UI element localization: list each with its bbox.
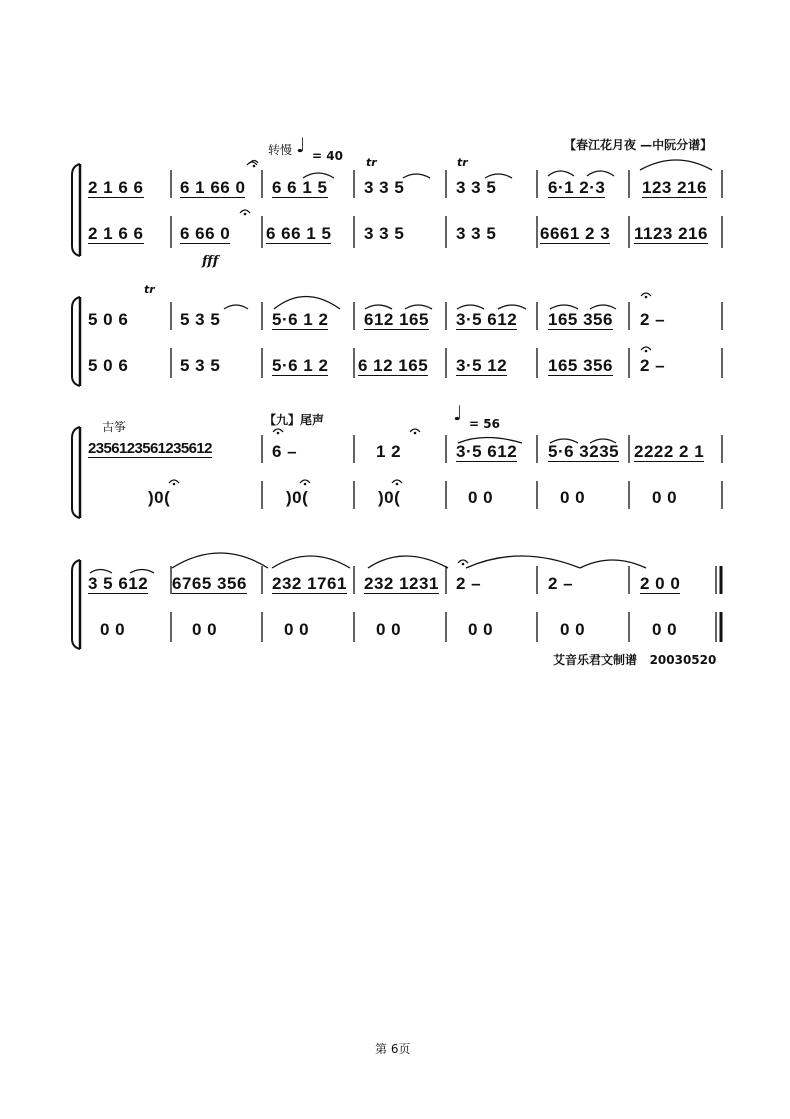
measure: 3 3 5 [456, 178, 497, 197]
measure: 5 3 5 [180, 310, 221, 329]
quarter-note-icon: ♩ [296, 133, 306, 157]
measure: 5 3 5 [180, 356, 221, 375]
measure: 0 0 [284, 620, 310, 639]
measure: 2 – [548, 574, 574, 593]
measure: 5·6 1 2 [272, 310, 329, 329]
measure: 2 – [456, 574, 482, 593]
measure: 6·1 2·3 [548, 178, 606, 197]
measure: 6 12 165 [358, 356, 429, 375]
measure: )0( [286, 488, 309, 507]
page-number: 第 6页 [375, 1042, 411, 1056]
measure: 2356123561235612 [88, 440, 212, 457]
measure: 3 5 612 [88, 574, 149, 593]
measure: 6 1 66 0 [180, 178, 246, 197]
tempo-change-text: 转慢 [268, 143, 293, 157]
measure: 0 0 [652, 620, 678, 639]
measure: 0 0 [560, 620, 586, 639]
measure: 0 0 [100, 620, 126, 639]
measure: 2 1 6 6 [88, 224, 144, 243]
measure: 165 356 [548, 310, 613, 329]
measure: 0 0 [192, 620, 218, 639]
date-text: 20030520 [649, 653, 717, 667]
credit-text: 艾音乐君文制谱 20030520 [553, 653, 717, 667]
section-label: 【九】尾声 [264, 413, 325, 427]
quarter-note-icon: ♩ [453, 401, 463, 425]
measure: 2 – [640, 356, 666, 375]
measure: 1123 216 [634, 224, 708, 243]
measure: 1 2 [376, 442, 402, 461]
measure: 2 1 6 6 [88, 178, 144, 197]
measure: 6 6 1 5 [272, 178, 328, 197]
measure: 123 216 [642, 178, 707, 197]
measure: 5 0 6 [88, 356, 129, 375]
measure: 0 0 [376, 620, 402, 639]
measure: 6661 2 3 [540, 224, 611, 243]
dynamic-mark: fff [202, 254, 219, 269]
trill-mark: tr [366, 156, 377, 169]
measure: 6 66 1 5 [266, 224, 332, 243]
measure: 3·5 612 [456, 310, 518, 329]
measure: 0 0 [468, 620, 494, 639]
score-title: 【春江花月夜 —中阮分谱】 [564, 138, 713, 152]
measure: 5·6 1 2 [272, 356, 329, 375]
measure: )0( [378, 488, 401, 507]
trill-mark: tr [144, 283, 155, 296]
measure: 2 0 0 [640, 574, 681, 593]
measure: 612 165 [364, 310, 429, 329]
measure: 6765 356 [172, 574, 247, 593]
tempo-marking-2: = 56 [469, 417, 500, 431]
measure: 3·5 12 [456, 356, 508, 375]
measure: 3·5 612 [456, 442, 518, 461]
measure: 5 0 6 [88, 310, 129, 329]
measure: 0 0 [468, 488, 494, 507]
tempo-marking-1: = 40 [312, 149, 343, 163]
measure: 3 3 5 [364, 178, 405, 197]
measure: 2222 2 1 [634, 442, 705, 461]
measure: 232 1761 [272, 574, 347, 593]
trill-mark: tr [457, 156, 468, 169]
measure: 0 0 [560, 488, 586, 507]
measure: 3 3 5 [456, 224, 497, 243]
measure: 232 1231 [364, 574, 439, 593]
measure: 0 0 [652, 488, 678, 507]
measure: )0( [148, 488, 171, 507]
measure: 165 356 [548, 356, 613, 375]
measure: 2 – [640, 310, 666, 329]
measure: 3 3 5 [364, 224, 405, 243]
measure: 5·6 3235 [548, 442, 620, 461]
measure: 6 66 0 [180, 224, 231, 243]
guzheng-label: 古筝 [102, 420, 127, 434]
measure: 6 – [272, 442, 298, 461]
